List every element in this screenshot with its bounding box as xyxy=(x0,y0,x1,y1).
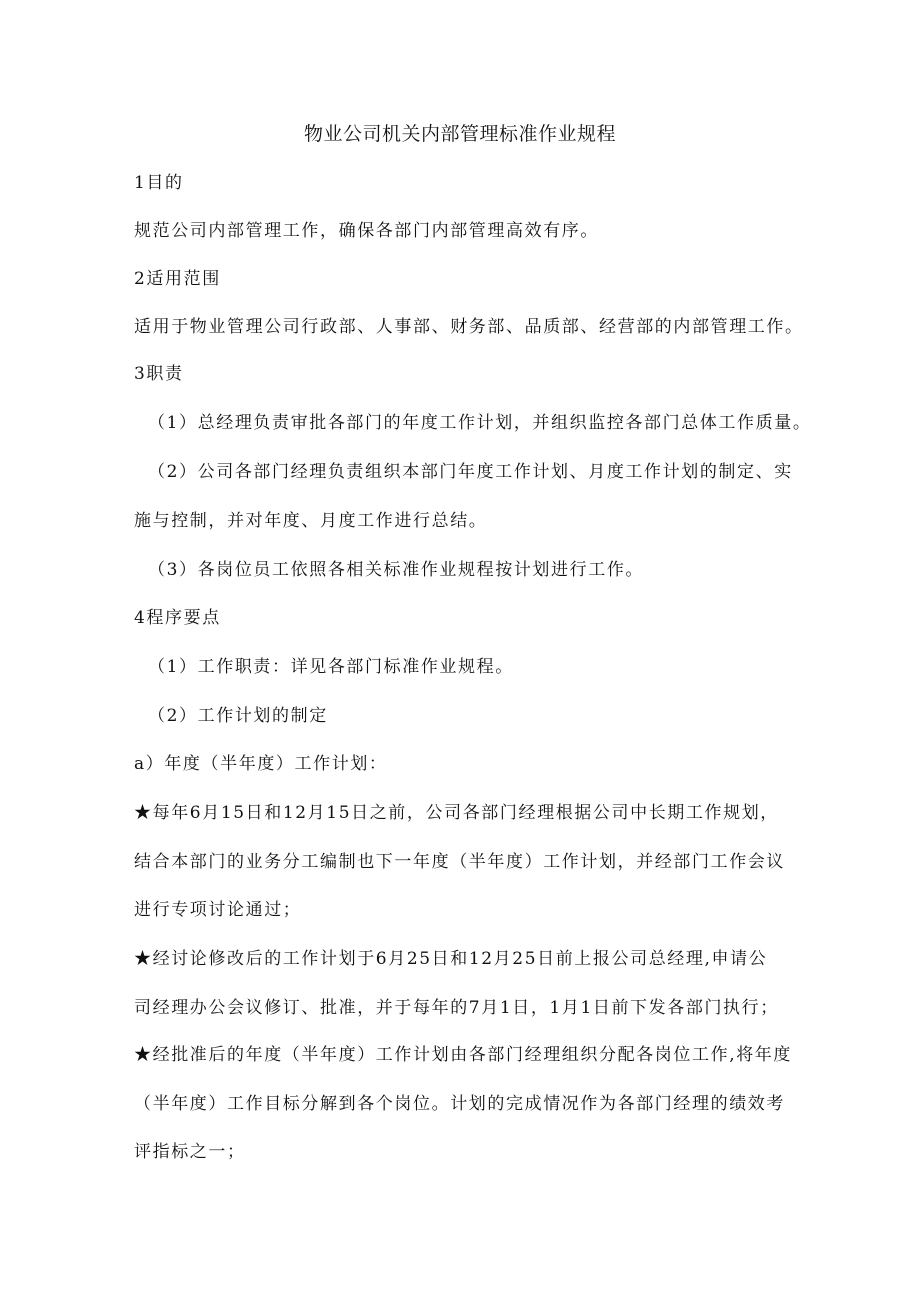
bullet-2-line-1: ★经讨论修改后的工作计划于6月25日和12月25日前上报公司总经理,申请公 xyxy=(134,949,768,969)
procedure-item-2: （2）工作计划的制定 xyxy=(148,706,328,726)
procedure-item-1: （1）工作职责：详见各部门标准作业规程。 xyxy=(148,657,514,677)
paragraph-scope: 适用于物业管理公司行政部、人事部、财务部、品质部、经营部的内部管理工作。 xyxy=(134,317,804,337)
section-heading-purpose: 1目的 xyxy=(134,173,184,193)
paragraph-purpose: 规范公司内部管理工作，确保各部门内部管理高效有序。 xyxy=(134,221,599,241)
bullet-1-line-3: 进行专项讨论通过； xyxy=(134,900,302,920)
bullet-1-line-1: ★每年6月15日和12月15日之前，公司各部门经理根据公司中长期工作规划， xyxy=(134,803,779,823)
document-title: 物业公司机关内部管理标准作业规程 xyxy=(303,123,616,145)
duty-item-1: （1）总经理负责审批各部门的年度工作计划，并组织监控各部门总体工作质量。 xyxy=(148,413,812,433)
bullet-3-line-1: ★经批准后的年度（半年度）工作计划由各部门经理组织分配各岗位工作,将年度 xyxy=(134,1045,793,1065)
section-heading-procedure: 4程序要点 xyxy=(134,608,221,628)
bullet-3-line-2: （半年度）工作目标分解到各个岗位。计划的完成情况作为各部门经理的绩效考 xyxy=(134,1094,785,1114)
duty-item-2: （2）公司各部门经理负责组织本部门年度工作计划、月度工作计划的制定、实 xyxy=(148,462,793,482)
duty-item-2-continued: 施与控制，并对年度、月度工作进行总结。 xyxy=(134,511,488,531)
bullet-1-line-2: 结合本部门的业务分工编制也下一年度（半年度）工作计划，并经部门工作会议 xyxy=(134,852,785,872)
section-heading-scope: 2适用范围 xyxy=(134,269,221,289)
section-heading-duties: 3职责 xyxy=(134,364,184,384)
subsection-annual-plan: a）年度（半年度）工作计划： xyxy=(134,754,388,774)
bullet-2-line-2: 司经理办公会议修订、批准，并于每年的7月1日，1月1日前下发各部门执行； xyxy=(134,998,779,1018)
bullet-3-line-3: 评指标之一； xyxy=(134,1142,246,1162)
duty-item-3: （3）各岗位员工依照各相关标准作业规程按计划进行工作。 xyxy=(148,560,645,580)
